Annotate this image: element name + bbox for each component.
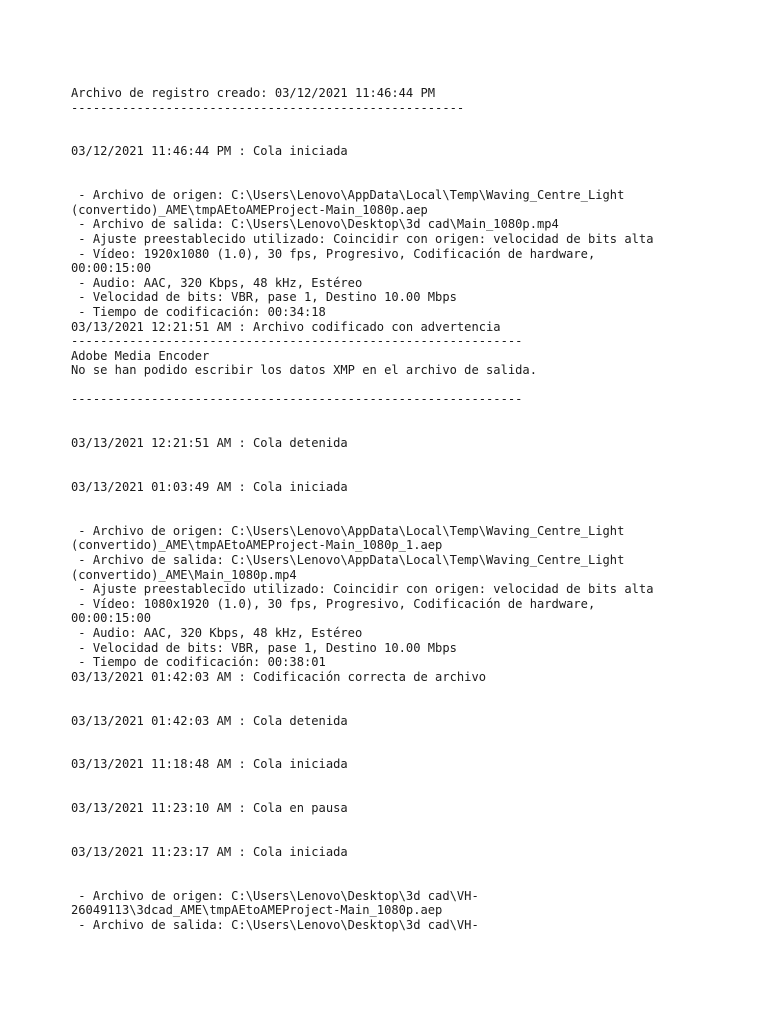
log-line [71, 830, 761, 845]
log-line: 03/13/2021 01:42:03 AM : Codificación correcta de archivo [71, 669, 487, 684]
log-line: 03/13/2021 12:21:51 AM : Archivo codificado con advertencia [71, 319, 501, 334]
log-line [71, 684, 761, 699]
log-line: (convertido)_AME\tmpAEtoAMEProject-Main_1080p_1.aep [71, 538, 443, 553]
log-line [71, 115, 761, 130]
log-line [71, 728, 761, 743]
log-line: (convertido)_AME\Main_1080p.mp4 [71, 567, 297, 582]
log-line: - Ajuste preestablecido utilizado: Coincidir con origen: velocidad de bits alta [71, 231, 654, 246]
log-line: 00:00:15:00 [71, 611, 152, 626]
log-line: 03/12/2021 11:46:44 PM : Cola iniciada [71, 144, 348, 159]
log-line: 00:00:15:00 [71, 261, 152, 276]
log-line: ------------------------------------------------------ [71, 100, 465, 115]
log-line: - Archivo de origen: C:\Users\Lenovo\Desktop\3d cad\VH- [71, 888, 479, 903]
log-line [71, 378, 761, 393]
log-line [71, 509, 761, 524]
log-line: (convertido)_AME\tmpAEtoAMEProject-Main_1080p.aep [71, 202, 428, 217]
log-line [71, 772, 761, 787]
log-line [71, 816, 761, 831]
log-line: - Vídeo: 1920x1080 (1.0), 30 fps, Progresivo, Codificación de hardware, [71, 246, 596, 261]
log-line: - Archivo de salida: C:\Users\Lenovo\Desktop\3d cad\Main_1080p.mp4 [71, 217, 559, 232]
log-line: 26049113\3dcad_AME\tmpAEtoAMEProject-Main_1080p.aep [71, 903, 443, 918]
log-line [71, 874, 761, 889]
log-line: - Archivo de origen: C:\Users\Lenovo\AppData\Local\Temp\Waving_Centre_Light [71, 523, 625, 538]
log-line: - Tiempo de codificación: 00:38:01 [71, 655, 326, 670]
log-line [71, 699, 761, 714]
log-line [71, 743, 761, 758]
log-line: 03/13/2021 11:18:48 AM : Cola iniciada [71, 757, 348, 772]
log-line: - Archivo de origen: C:\Users\Lenovo\AppData\Local\Temp\Waving_Centre_Light [71, 188, 625, 203]
log-line [71, 465, 761, 480]
log-line: - Vídeo: 1080x1920 (1.0), 30 fps, Progresivo, Codificación de hardware, [71, 596, 596, 611]
log-line: - Velocidad de bits: VBR, pase 1, Destino 10.00 Mbps [71, 640, 457, 655]
log-line: - Archivo de salida: C:\Users\Lenovo\AppData\Local\Temp\Waving_Centre_Light [71, 553, 625, 567]
log-line: No se han podido escribir los datos XMP en el archivo de salida. [71, 363, 537, 378]
log-line [71, 495, 761, 510]
log-line: - Audio: AAC, 320 Kbps, 48 kHz, Estéreo [71, 625, 363, 640]
log-line [71, 451, 761, 466]
log-line: 03/13/2021 01:42:03 AM : Cola detenida [71, 713, 348, 728]
log-line [71, 159, 761, 174]
log-line: - Ajuste preestablecido utilizado: Coincidir con origen: velocidad de bits alta [71, 582, 654, 597]
log-line [71, 407, 761, 422]
log-line [71, 174, 761, 189]
log-line: 03/13/2021 01:03:49 AM : Cola iniciada [71, 480, 348, 495]
log-line: -------------------------------------------------------------- [71, 334, 523, 349]
log-line: Adobe Media Encoder [71, 348, 210, 363]
log-line: - Velocidad de bits: VBR, pase 1, Destino 10.00 Mbps [71, 290, 457, 305]
log-line: - Audio: AAC, 320 Kbps, 48 kHz, Estéreo [71, 275, 363, 290]
log-line: 03/13/2021 12:21:51 AM : Cola detenida [71, 436, 348, 451]
log-line: - Archivo de salida: C:\Users\Lenovo\Desktop\3d cad\VH- [71, 917, 479, 932]
log-line: 03/13/2021 11:23:10 AM : Cola en pausa [71, 801, 348, 816]
log-line [71, 859, 761, 874]
log-line: - Tiempo de codificación: 00:34:18 [71, 304, 326, 319]
log-line: 03/13/2021 11:23:17 AM : Cola iniciada [71, 844, 348, 859]
log-document [71, 86, 761, 932]
log-line [71, 130, 761, 145]
log-line [71, 787, 761, 802]
log-line: -------------------------------------------------------------- [71, 392, 523, 407]
log-line: Archivo de registro creado: 03/12/2021 11:46:44 PM [71, 86, 436, 100]
log-line [71, 422, 761, 437]
